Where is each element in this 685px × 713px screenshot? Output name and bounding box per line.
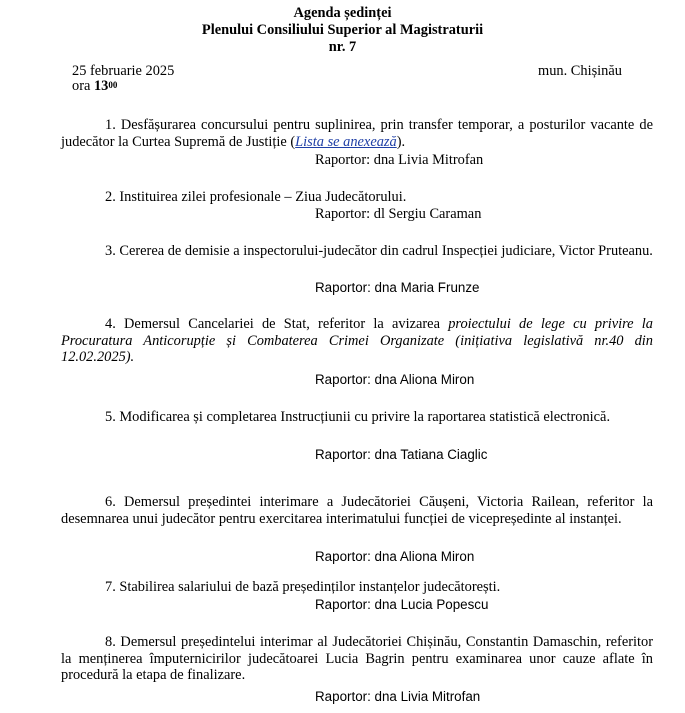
- rapporteur-7: Raportor: dna Lucia Popescu: [315, 597, 489, 612]
- meeting-hour: [72, 78, 117, 95]
- agenda-item-text: 8. Demersul președintelui interimar al Judecătoriei Chișinău, Constantin Damaschin, referitor la menținerea împuternicirilor judecătoarei Lucia Bagrin pentru examinarea unor cauze aflate în procedură la etapa de finalizare.: [61, 634, 653, 683]
- hour-prefix: ora: [72, 78, 94, 94]
- rapporteur-5: Raportor: dna Tatiana Ciaglic: [315, 447, 488, 462]
- agenda-item-text: 7. Stabilirea salariului de bază președinților instanțelor judecătorești.: [105, 579, 501, 595]
- agenda-item-1: [61, 117, 653, 150]
- agenda-item-text-part: 1. Desfășurarea concursului pentru suplinirea, prin transfer temporar, a posturilor vacante de judecător la Curtea Supremă de Justiție (: [61, 117, 653, 150]
- agenda-item-8: [61, 634, 653, 684]
- document-header: [0, 5, 685, 56]
- agenda-item-7: [61, 579, 653, 596]
- agenda-title: Agenda ședinței: [293, 5, 392, 21]
- rapporteur-8: Raportor: dna Livia Mitrofan: [315, 689, 481, 704]
- agenda-item-text: 5. Modificarea și completarea Instrucțiunii cu privire la raportarea statistică electronică.: [105, 409, 611, 425]
- agenda-item-5: [61, 409, 653, 426]
- agenda-item-text-part: 4. Demersul Cancelariei de Stat, referitor la avizarea: [105, 316, 449, 332]
- draft-law-title: proiectului de lege cu privire la Procuratura Anticorupție și Combaterea Crimei Organizate (inițiativa legislativă nr.40 din 12.02.2025).: [61, 316, 653, 365]
- hour-value: 13: [93, 78, 109, 94]
- agenda-item-text: 6. Demersul președintei interimare a Judecătoriei Căușeni, Victoria Railean, referitor la desemnarea unui judecător pentru exercitarea interimatului funcției de vicepreședinte al instanței.: [61, 494, 653, 527]
- agenda-item-3: [61, 243, 653, 260]
- rapporteur-2: Raportor: dl Sergiu Caraman: [315, 206, 482, 222]
- agenda-item-text: 2. Instituirea zilei profesionale – Ziua Judecătorului.: [105, 189, 407, 205]
- meeting-place: mun. Chișinău: [538, 63, 622, 79]
- rapporteur-3: Raportor: dna Maria Frunze: [315, 280, 480, 295]
- agenda-item-2: [61, 189, 653, 206]
- agenda-item-text: [61, 316, 653, 366]
- agenda-item-text: [61, 117, 653, 150]
- rapporteur-6: Raportor: dna Aliona Miron: [315, 549, 475, 564]
- agenda-item-4: [61, 316, 653, 366]
- council-name: Plenului Consiliului Superior al Magistraturii: [201, 22, 484, 38]
- meeting-date: 25 februarie 2025: [72, 63, 175, 79]
- hour-minutes: 00: [108, 80, 118, 90]
- agenda-item-6: [61, 494, 653, 527]
- rapporteur-4: Raportor: dna Aliona Miron: [315, 372, 475, 387]
- agenda-number: nr. 7: [328, 39, 357, 55]
- agenda-item-text-part: ).: [396, 133, 406, 150]
- rapporteur-1: Raportor: dna Livia Mitrofan: [315, 152, 484, 168]
- agenda-item-text: 3. Cererea de demisie a inspectorului-judecător din cadrul Inspecției judiciare, Victor Pruteanu.: [105, 243, 653, 259]
- annex-list-link[interactable]: Lista se anexează: [295, 133, 397, 150]
